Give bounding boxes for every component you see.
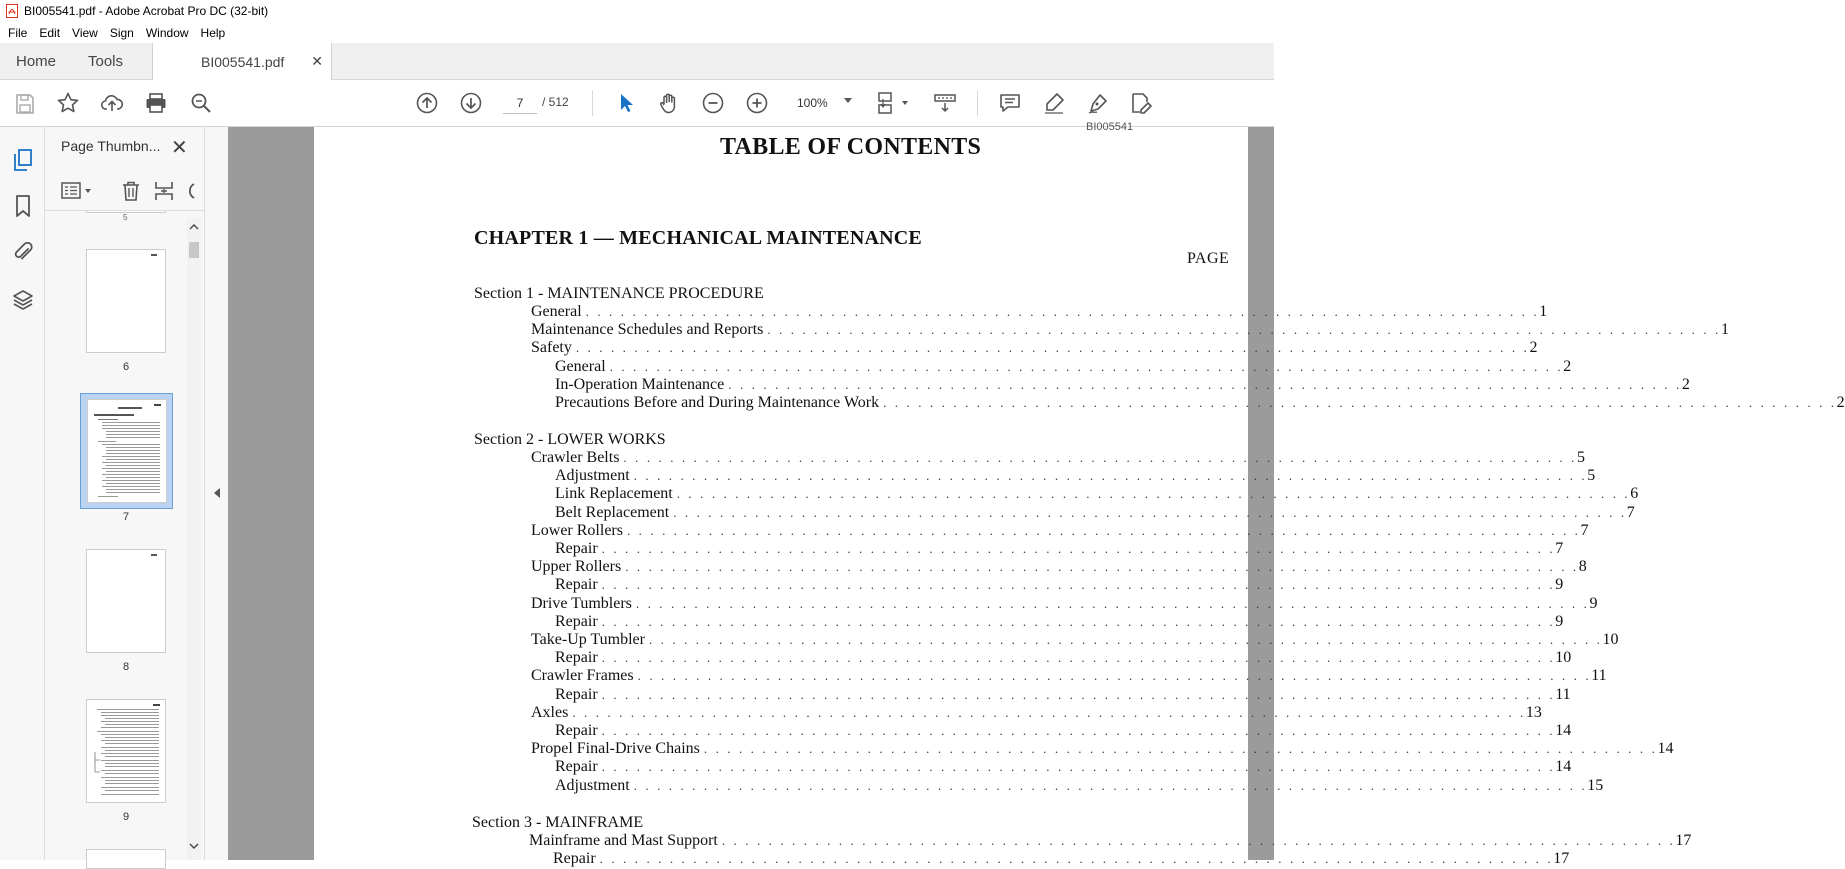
thumbnail-scrollbar[interactable]: [187, 218, 201, 860]
toc-entry-label: Adjustment: [555, 776, 630, 794]
toc-entry-page: 11: [1591, 667, 1607, 685]
tab-document-label: BI005541.pdf: [201, 54, 285, 70]
toc-leader-dots: . . . . . . . . . . . . . . . . . . . . . . . . . . . . . . . . . . . . . . . . . . . . . . . . . . . . . . . . . . . . . . . . . . . . . . . . . . . . . . . . . .: [673, 504, 1627, 520]
toc-leader-dots: . . . . . . . . . . . . . . . . . . . . . . . . . . . . . . . . . . . . . . . . . . . . . . . . . . . . . . . . . . . . . . . . . . . . . . . . . . . . . . . . . .: [626, 522, 1581, 538]
thumbnail-label-6: 6: [122, 361, 130, 373]
toc-entry-page: 14: [1555, 758, 1572, 776]
toc-leader-dots: . . . . . . . . . . . . . . . . . . . . . . . . . . . . . . . . . . . . . . . . . . . . . . . . . . . . . . . . . . . . . . . . . . . . . . . . . . . . . . . . . .: [637, 668, 1592, 684]
page-total: / 512: [542, 95, 569, 109]
toc-entry-label: Maintenance Schedules and Reports: [531, 321, 764, 339]
toc-entry[interactable]: [531, 631, 1619, 650]
previous-page-icon[interactable]: [414, 90, 440, 116]
toc-entry-page: 1: [1539, 303, 1548, 320]
toc-entry[interactable]: [531, 321, 1729, 340]
title-bar: [0, 0, 1274, 22]
page-thumbnails-panel: [45, 127, 205, 860]
toc-entry-page: 1: [1720, 321, 1729, 339]
toc-entry-page: 14: [1555, 722, 1572, 739]
toc-entry-label: Belt Replacement: [555, 503, 670, 521]
menu-edit[interactable]: Edit: [39, 25, 61, 40]
toc-section-title: Section 3 - MAINFRAME: [472, 814, 644, 831]
tab-document[interactable]: [152, 43, 332, 81]
toc-leader-dots: . . . . . . . . . . . . . . . . . . . . . . . . . . . . . . . . . . . . . . . . . . . . . . . . . . . . . . . . . . . . . . . . . . . . . . . . . . . . . . . . . .: [601, 577, 1556, 593]
page-thumbnails-icon[interactable]: [10, 147, 36, 173]
print-icon[interactable]: [143, 90, 169, 116]
toc-entry-label: Repair: [555, 722, 598, 739]
toc-entry-page: 14: [1657, 740, 1674, 758]
thumbnail-page-9[interactable]: [86, 699, 166, 803]
scroll-up-icon[interactable]: [189, 223, 199, 231]
toc-entry-page: 5: [1576, 449, 1585, 466]
thumbnail-page-10[interactable]: [86, 849, 166, 869]
toc-leader-dots: . . . . . . . . . . . . . . . . . . . . . . . . . . . . . . . . . . . . . . . . . . . . . . . . . . . . . . . . . . . . . . . . . . . . . . . . . . . . . . . . . .: [575, 340, 1530, 356]
toc-leader-dots: . . . . . . . . . . . . . . . . . . . . . . . . . . . . . . . . . . . . . . . . . . . . . . . . . . . . . . . . . . . . . . . . . . . . . . . . . . . . . . . . . .: [633, 777, 1588, 793]
toc-leader-dots: . . . . . . . . . . . . . . . . . . . . . . . . . . . . . . . . . . . . . . . . . . . . . . . . . . . . . . . . . . . . . . . . . . . . . . . . . . . . . . . . . .: [633, 468, 1588, 484]
delete-trash-icon[interactable]: [119, 179, 143, 203]
page-number-input[interactable]: [503, 92, 537, 114]
toc-entry-page: 9: [1589, 594, 1598, 612]
toc-entry[interactable]: [531, 594, 1598, 614]
select-cursor-icon[interactable]: [613, 90, 639, 116]
toc-entry[interactable]: [555, 685, 1571, 705]
highlight-pen-icon[interactable]: [1041, 90, 1067, 116]
toc-leader-dots: . . . . . . . . . . . . . . . . . . . . . . . . . . . . . . . . . . . . . . . . . . . . . . . . . . . . . . . . . . . . . . . . . . . . . . . . . . . . . . . . . .: [585, 304, 1540, 319]
zoom-select[interactable]: [786, 91, 858, 115]
chapter-title: CHAPTER 1 — MECHANICAL MAINTENANCE: [474, 227, 922, 249]
toc-entry-page: 15: [1587, 776, 1604, 794]
upload-cloud-icon[interactable]: [99, 90, 125, 116]
toc-entry-label: Repair: [555, 612, 598, 630]
left-navigation-rail: [0, 127, 45, 860]
thumbnail-label-7: 7: [122, 511, 130, 523]
toc-leader-dots: . . . . . . . . . . . . . . . . . . . . . . . . . . . . . . . . . . . . . . . . . . . . . . . . . . . . . . . . . . . . . . . . . . . . . . . . . . . . . . . . . .: [635, 595, 1590, 611]
toc-entry-label: Drive Tumblers: [531, 594, 632, 612]
toc-leader-dots: . . . . . . . . . . . . . . . . . . . . . . . . . . . . . . . . . . . . . . . . . . . . . . . . . . . . . . . . . . . . . . . . . . . . . . . . . . . . . . . . . .: [601, 541, 1556, 556]
toc-entry-label: Propel Final-Drive Chains: [531, 740, 700, 758]
toc-entry-label: Repair: [555, 576, 598, 594]
toc-entry[interactable]: [529, 832, 1692, 851]
document-viewer[interactable]: [228, 121, 1845, 868]
zoom-value: 100%: [797, 96, 828, 110]
rotate-page-icon[interactable]: [184, 179, 196, 203]
toc-entry-label: Upper Rollers: [531, 558, 622, 576]
toc-leader-dots: . . . . . . . . . . . . . . . . . . . . . . . . . . . . . . . . . . . . . . . . . . . . . . . . . . . . . . . . . . . . . . . . . . . . . . . . . . . . . . . . . .: [648, 632, 1603, 647]
toc-leader-dots: . . . . . . . . . . . . . . . . . . . . . . . . . . . . . . . . . . . . . . . . . . . . . . . . . . . . . . . . . . . . . . . . . . . . . . . . . . . . . . . . . .: [609, 358, 1564, 374]
toc-entry-label: Precautions Before and During Maintenance Work: [555, 394, 880, 411]
toc-entry-label: Take-Up Tumbler: [531, 631, 645, 648]
thumbnail-page-8[interactable]: [86, 549, 166, 653]
toc-entry[interactable]: [531, 558, 1587, 577]
toc-entry-page: 10: [1602, 631, 1619, 648]
panel-title: Page Thumbn...: [61, 138, 161, 154]
toc-entry-label: Repair: [555, 758, 598, 776]
toc-entry[interactable]: [555, 485, 1639, 504]
sign-pen-icon[interactable]: [1085, 90, 1111, 116]
toc-leader-dots: . . . . . . . . . . . . . . . . . . . . . . . . . . . . . . . . . . . . . . . . . . . . . . . . . . . . . . . . . . . . . . . . . . . . . . . . . . . . . . . . . .: [601, 650, 1556, 666]
tab-home[interactable]: Home: [16, 53, 57, 70]
attachments-paperclip-icon[interactable]: [10, 239, 36, 265]
tab-bar: [0, 43, 1274, 80]
menu-view[interactable]: View: [72, 25, 98, 40]
toc-entry-label: Repair: [555, 649, 598, 667]
toc-entry[interactable]: [555, 612, 1564, 632]
thumbnail-label-8: 8: [122, 661, 130, 673]
toc-entry[interactable]: [555, 394, 1845, 413]
toc-leader-dots: . . . . . . . . . . . . . . . . . . . . . . . . . . . . . . . . . . . . . . . . . . . . . . . . . . . . . . . . . . . . . . . . . . . . . . . . . . . . . . . . . .: [601, 759, 1556, 775]
thumbnail-page-6[interactable]: [86, 249, 166, 353]
toc-entry[interactable]: [555, 540, 1564, 559]
toc-entry[interactable]: [531, 521, 1589, 541]
toc-leader-dots: . . . . . . . . . . . . . . . . . . . . . . . . . . . . . . . . . . . . . . . . . . . . . . . . . . . . . . . . . . . . . . . . . . . . . . . . . . . . . . . . . .: [721, 833, 1676, 848]
thumbnail-label-9: 9: [122, 811, 130, 823]
toc-entry-page: 5: [1587, 467, 1596, 485]
toc-entry-label: Crawler Frames: [531, 667, 634, 685]
menu-bar: [0, 22, 1274, 43]
toc-entry-label: Lower Rollers: [531, 521, 623, 539]
scrollbar-thumb[interactable]: [189, 242, 199, 258]
toc-entry-page: 2: [1836, 394, 1845, 411]
collapse-left-icon[interactable]: [214, 488, 220, 498]
toc-leader-dots: . . . . . . . . . . . . . . . . . . . . . . . . . . . . . . . . . . . . . . . . . . . . . . . . . . . . . . . . . . . . . . . . . . . . . . . . . . . . . . . . . .: [623, 450, 1577, 465]
toc-leader-dots: . . . . . . . . . . . . . . . . . . . . . . . . . . . . . . . . . . . . . . . . . . . . . . . . . . . . . . . . . . . . . . . . . . . . . . . . . . . . . . . . . .: [599, 851, 1554, 867]
toc-entry-page: 2: [1563, 357, 1572, 375]
toc-entry-label: Link Replacement: [555, 485, 673, 503]
menu-file[interactable]: File: [8, 25, 28, 40]
toc-entry[interactable]: [555, 776, 1604, 796]
toc-entry[interactable]: [553, 850, 1570, 869]
pdf-page: [314, 121, 1845, 868]
toc-entry-page: 6: [1630, 485, 1639, 503]
toolbar-divider: [592, 90, 593, 116]
toc-leader-dots: . . . . . . . . . . . . . . . . . . . . . . . . . . . . . . . . . . . . . . . . . . . . . . . . . . . . . . . . . . . . . . . . . . . . . . . . . . . . . . . . . .: [601, 613, 1556, 629]
thumbnail-page-7[interactable]: [87, 399, 167, 503]
toc-entry-label: Axles: [531, 703, 569, 721]
comment-icon[interactable]: [997, 90, 1023, 116]
toc-entry-label: Crawler Belts: [531, 449, 620, 466]
bookmark-star-icon[interactable]: [55, 90, 81, 116]
scroll-down-icon[interactable]: [189, 842, 199, 850]
toc-leader-dots: . . . . . . . . . . . . . . . . . . . . . . . . . . . . . . . . . . . . . . . . . . . . . . . . . . . . . . . . . . . . . . . . . . . . . . . . . . . . . . . . . .: [767, 322, 1721, 338]
toc-entry-page: 11: [1555, 685, 1571, 703]
toc-entry-page: 9: [1555, 576, 1564, 594]
extract-pages-icon[interactable]: [152, 179, 176, 203]
toc-entry-page: 10: [1555, 649, 1572, 667]
toc-entry-label: Mainframe and Mast Support: [529, 832, 718, 849]
zoom-out-icon[interactable]: [700, 90, 726, 116]
toc-entry-label: Repair: [555, 685, 598, 703]
toc-entry-label: Repair: [553, 850, 596, 868]
menu-window[interactable]: Window: [145, 25, 189, 40]
toc-entry-label: Adjustment: [555, 467, 630, 485]
toc-entry-page: 7: [1626, 503, 1635, 521]
toc-leader-dots: . . . . . . . . . . . . . . . . . . . . . . . . . . . . . . . . . . . . . . . . . . . . . . . . . . . . . . . . . . . . . . . . . . . . . . . . . . . . . . . . . .: [572, 704, 1526, 720]
chevron-down-icon: [844, 98, 852, 103]
toc-entry[interactable]: [531, 667, 1607, 686]
toc-entry[interactable]: [555, 357, 1572, 377]
toc-entry-label: General: [531, 303, 582, 320]
zoom-in-icon[interactable]: [744, 90, 770, 116]
toc-entry[interactable]: [531, 740, 1674, 759]
toc-entry[interactable]: [531, 703, 1542, 723]
next-page-icon[interactable]: [458, 90, 484, 116]
scroll-mode-icon[interactable]: [932, 90, 958, 116]
toc-leader-dots: . . . . . . . . . . . . . . . . . . . . . . . . . . . . . . . . . . . . . . . . . . . . . . . . . . . . . . . . . . . . . . . . . . . . . . . . . . . . . . . . . .: [703, 741, 1658, 757]
toc-entry[interactable]: [555, 576, 1564, 595]
hand-tool-icon[interactable]: [656, 90, 682, 116]
toc-entry[interactable]: [555, 503, 1635, 523]
tab-tools[interactable]: Tools: [88, 53, 124, 70]
thumbnail-options-icon[interactable]: [59, 179, 95, 203]
layers-icon[interactable]: [10, 287, 36, 313]
edit-pdf-icon[interactable]: [1128, 90, 1154, 116]
tab-close-icon[interactable]: ✕: [311, 53, 323, 69]
toc-leader-dots: . . . . . . . . . . . . . . . . . . . . . . . . . . . . . . . . . . . . . . . . . . . . . . . . . . . . . . . . . . . . . . . . . . . . . . . . . . . . . . . . . .: [601, 686, 1556, 702]
menu-help[interactable]: Help: [200, 25, 226, 40]
find-search-icon[interactable]: [188, 90, 214, 116]
save-icon[interactable]: [12, 91, 38, 117]
toc-leader-dots: . . . . . . . . . . . . . . . . . . . . . . . . . . . . . . . . . . . . . . . . . . . . . . . . . . . . . . . . . . . . . . . . . . . . . . . . . . . . . . . . . .: [883, 395, 1837, 410]
toc-entry[interactable]: [555, 649, 1572, 668]
toc-leader-dots: . . . . . . . . . . . . . . . . . . . . . . . . . . . . . . . . . . . . . . . . . . . . . . . . . . . . . . . . . . . . . . . . . . . . . . . . . . . . . . . . . .: [625, 559, 1579, 575]
toc-entry-label: Safety: [531, 339, 572, 357]
toc-entry[interactable]: [555, 375, 1690, 395]
toc-entry[interactable]: [555, 467, 1596, 486]
bookmarks-icon[interactable]: [10, 193, 36, 219]
menu-sign[interactable]: Sign: [109, 25, 134, 40]
page-column-label: PAGE: [1187, 250, 1230, 267]
toc-entry-page: 13: [1525, 703, 1542, 721]
acrobat-pdf-icon: [6, 4, 18, 18]
toc-section-title: Section 1 - MAINTENANCE PROCEDURE: [474, 285, 764, 302]
toc-entry-label: In-Operation Maintenance: [555, 375, 725, 393]
toc-entry-page: 7: [1580, 521, 1589, 539]
toc-section-title: Section 2 - LOWER WORKS: [474, 431, 666, 448]
toc-entry[interactable]: [555, 722, 1572, 741]
toc-entry-page: 2: [1681, 375, 1690, 393]
page-display-icon[interactable]: [874, 90, 912, 116]
toc-entry[interactable]: [555, 758, 1572, 777]
thumbnail-label-fragment: 5: [123, 213, 128, 222]
window-title: BI005541.pdf - Adobe Acrobat Pro DC (32-bit): [24, 4, 269, 18]
toc-entry[interactable]: [531, 339, 1538, 358]
toc-entry-page: 17: [1553, 850, 1570, 868]
toc-entry-page: 2: [1529, 339, 1538, 357]
panel-collapse-strip[interactable]: [205, 127, 228, 860]
toc-entry-page: 17: [1675, 832, 1692, 849]
toolbar-divider: [977, 90, 978, 116]
toc-entry-page: 8: [1578, 558, 1587, 576]
toc-entry-page: 9: [1555, 612, 1564, 630]
toc-entry-page: 7: [1555, 540, 1564, 557]
toc-entry-label: Repair: [555, 540, 598, 557]
toc-entry[interactable]: [531, 449, 1585, 468]
panel-toolbar: [45, 171, 205, 211]
toc-entry-label: General: [555, 357, 606, 375]
toc-entry[interactable]: [531, 303, 1548, 322]
toc-leader-dots: . . . . . . . . . . . . . . . . . . . . . . . . . . . . . . . . . . . . . . . . . . . . . . . . . . . . . . . . . . . . . . . . . . . . . . . . . . . . . . . . . .: [728, 376, 1682, 392]
document-id: BI005541: [1086, 121, 1134, 133]
toc-leader-dots: . . . . . . . . . . . . . . . . . . . . . . . . . . . . . . . . . . . . . . . . . . . . . . . . . . . . . . . . . . . . . . . . . . . . . . . . . . . . . . . . . .: [601, 723, 1556, 738]
toc-heading: TABLE OF CONTENTS: [720, 134, 982, 160]
panel-close-icon[interactable]: ✕: [171, 137, 188, 159]
toc-leader-dots: . . . . . . . . . . . . . . . . . . . . . . . . . . . . . . . . . . . . . . . . . . . . . . . . . . . . . . . . . . . . . . . . . . . . . . . . . . . . . . . . . .: [676, 486, 1631, 502]
